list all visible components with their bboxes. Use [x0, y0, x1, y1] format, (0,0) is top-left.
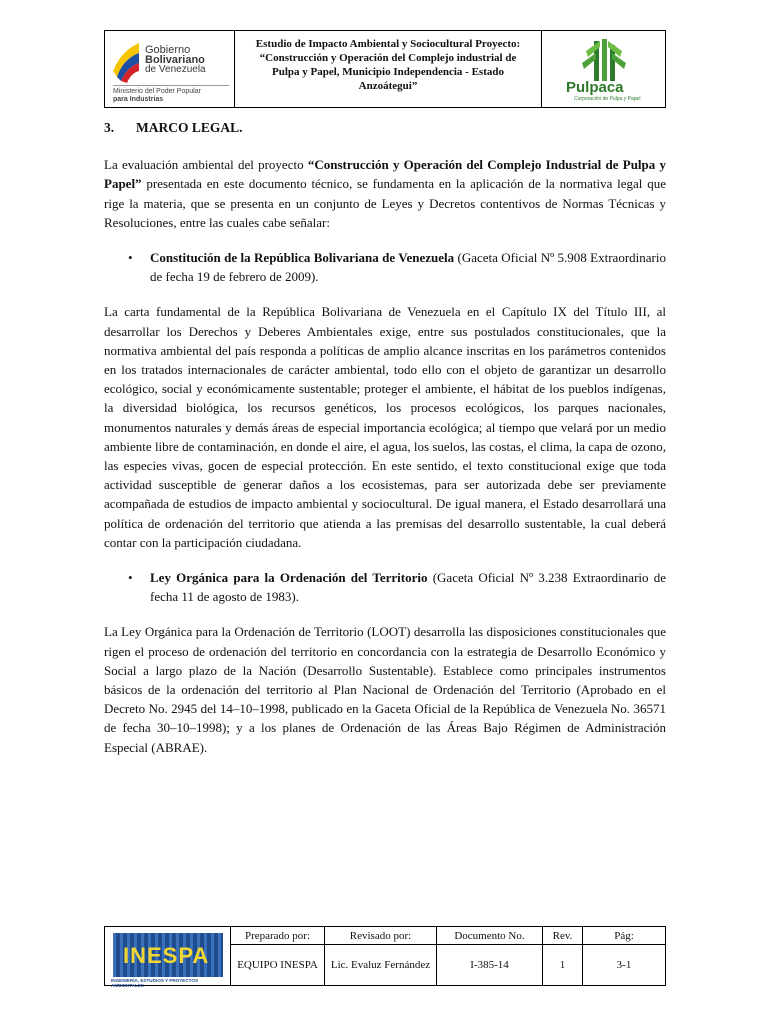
prepared-by-header: Preparado por:	[231, 927, 325, 945]
reviewed-by-header: Revisado por:	[325, 927, 437, 945]
bullet-icon: •	[128, 250, 133, 266]
section-heading	[104, 118, 666, 137]
intro-paragraph	[104, 155, 666, 232]
intro-after: presentada en este documento técnico, se fundamenta en la aplicación de la normativa legal que rige la materia, que se presenta en un conjunto de Leyes y Decretos contentivos de Normas Técnicas y Resoluciones, entre las cuales cabe señalar:	[104, 176, 666, 230]
gobierno-text	[145, 45, 206, 75]
section-number: 3.	[104, 120, 115, 135]
gobierno-line3: de Venezuela	[145, 64, 206, 75]
constitution-paragraph: La carta fundamental de la República Bolivariana de Venezuela en el Capítulo IX del Título III, al desarrollar los Derechos y Deberes Ambientales exige, entre sus postulados constitucionales, que la normativa ambiental del país responda a políticas de amplio alcance inscritas en los parámetros contenidos en los tratados internacionales de carácter ambiental, todo ello con el objeto de garantizar un desarrollo ecológico, social y económicamente sustentable; proteger el ambiente, el hábitat de los pueblos indígenas, la diversidad biológica, los recursos genéticos, los procesos ecológicos, los parques nacionales, monumentos naturales y demás áreas de especial importancia ecológica; al tiempo que velará por un medio ambiente libre de contaminación, en donde el aire, el agua, los suelos, las costas, el clima, la capa de ozono, las especies vivas, gocen de especial protección. En este sentido, el texto constitucional exige que toda actividad susceptible de generar daños a los ecosistemas, para ser autorizada debe ser previamente acompañada de estudios de impacto ambiental y sociocultural. De igual manera, el Estado desarrollará una política de ordenación del territorio que atienda a las premisas del desarrollo sustentable, la cual deberá contar con la participación ciudadana.	[104, 304, 666, 550]
inespa-subtitle: INGENIERÍA, ESTUDIOS Y PROYECTOS AMBIENTALES	[111, 978, 199, 988]
pulpaca-tree-icon	[572, 37, 636, 85]
ministry-line2: para Industrias	[113, 96, 164, 103]
gobierno-line1: Gobierno	[145, 44, 191, 56]
prepared-by-value: EQUIPO INESPA	[231, 945, 325, 985]
title-line-2: “Construcción y Operación del Complejo industrial de	[259, 52, 517, 64]
inespa-logo	[113, 933, 223, 977]
pulpaca-logo-cell	[542, 31, 665, 107]
bullet-title: Ley Orgánica para la Ordenación del Territorio	[150, 570, 428, 586]
pulpaca-tagline: Corporación de Pulpa y Papel	[574, 96, 641, 102]
intro-project-name: “Construcción y Operación del Complejo Industrial de Pulpa y Papel”	[104, 157, 667, 192]
title-line-4: Anzoátegui”	[358, 80, 418, 92]
gobierno-logo-cell	[105, 31, 235, 107]
revision-header: Rev.	[543, 927, 583, 945]
footer-table	[231, 927, 665, 985]
page-header: Pág:	[583, 927, 665, 945]
document-body	[104, 118, 666, 773]
document-no-value: I-385-14	[437, 945, 543, 985]
intro-before: La evaluación ambiental del proyecto	[104, 157, 308, 173]
pulpaca-name: Pulpaca	[566, 79, 624, 96]
document-header	[104, 30, 666, 108]
reviewed-by-value: Lic. Evaluz Fernández	[325, 945, 437, 985]
loot-paragraph: La Ley Orgánica para la Ordenación de Territorio (LOOT) desarrolla las disposiciones constitucionales que rigen el proceso de ordenación del territorio en concordancia con la estrategia de Desarrollo Económico y Social a largo plazo de la Nación (Desarrollo Sustentable). Establece como principales instrumentos básicos de la ordenación del territorio al Plan Nacional de Ordenación del Territorio (Aprobado en el Decreto No. 2945 del 14–10–1998, publicado en la Gaceta Oficial de la República de Venezuela No. 36571 de fecha 30–10–1998); y a los planes de Ordenación de las Áreas Bajo Régimen de Administración Especial (ABRAE).	[104, 624, 666, 755]
bullet-text: (Gaceta Oficial Nº 5.908 Extraordinario de fecha 19 de febrero de 2009).	[150, 250, 666, 285]
bullet-icon: •	[128, 570, 133, 586]
document-footer	[104, 926, 666, 986]
project-title	[235, 31, 542, 107]
inespa-logo-cell	[105, 927, 231, 988]
title-line-3: Pulpa y Papel, Municipio Independencia - Estado	[272, 66, 504, 78]
bullet-item-loot	[104, 568, 666, 606]
bullet-title: Constitución de la República Bolivariana de Venezuela	[150, 250, 455, 266]
page-value: 3-1	[616, 959, 632, 971]
title-line-1: Estudio de Impacto Ambiental y Sociocultural Proyecto:	[255, 38, 521, 50]
ministry-text	[113, 85, 229, 104]
inespa-word: INESPA	[123, 943, 210, 968]
section-title: MARCO LEGAL.	[136, 120, 243, 135]
bullet-item-constitution	[104, 248, 666, 286]
gobierno-line2: Bolivariano	[145, 54, 205, 66]
ministry-line1: Ministerio del Poder Popular	[113, 88, 201, 95]
bullet-text: (Gaceta Oficial Nº 3.238 Extraordinario de fecha 11 de agosto de 1983).	[150, 570, 666, 605]
venezuela-flag-icon	[111, 41, 141, 83]
document-no-header: Documento No.	[437, 927, 543, 945]
revision-value: 1	[543, 945, 583, 985]
